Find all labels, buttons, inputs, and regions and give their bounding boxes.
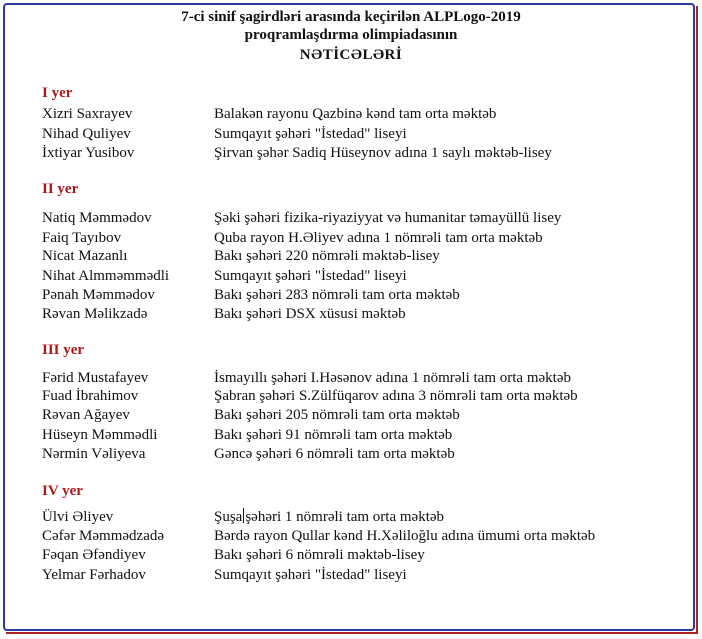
student-name: Fərid Mustafayev xyxy=(42,370,149,386)
list-item xyxy=(42,368,682,388)
school-name: Sumqayıt şəhəri "İstedad" liseyi xyxy=(214,268,407,284)
student-name: Pənah Məmmədov xyxy=(42,287,155,303)
school-name: Sumqayıt şəhəri "İstedad" liseyi xyxy=(214,567,407,583)
school-name: Şəki şəhəri fizika-riyaziyyat və humanitar təmayüllü lisey xyxy=(214,210,562,226)
school-name: Quba rayon H.Əliyev adına 1 nömrəli tam orta məktəb xyxy=(214,230,543,246)
student-name: Fuad İbrahimov xyxy=(42,388,139,404)
list-item xyxy=(42,104,682,124)
list-item xyxy=(42,228,682,248)
school-name: Balakən rayonu Qazbinə kənd tam orta məktəb xyxy=(214,106,497,122)
list-item xyxy=(42,285,682,305)
header-line-1: 7-ci sinif şagirdləri arasında keçirilən ALPLogo-2019 xyxy=(181,9,521,25)
section-title-3: III yer xyxy=(42,342,85,358)
student-name: Rəvan Məlikzadə xyxy=(42,306,148,322)
header-title: NƏTİCƏLƏRİ xyxy=(299,47,403,63)
school-name xyxy=(214,507,444,527)
list-item xyxy=(42,405,682,425)
student-name: Ülvi Əliyev xyxy=(42,509,114,525)
student-name: Fəqan Əfəndiyev xyxy=(42,547,146,563)
list-item xyxy=(42,208,682,228)
student-name: Xizri Saxrayev xyxy=(42,106,133,122)
student-name: Nihad Quliyev xyxy=(42,126,131,142)
header-line-2: proqramlaşdırma olimpiadasının xyxy=(244,27,458,43)
list-item xyxy=(42,266,682,286)
student-name: Nihat Almməmmədli xyxy=(42,268,170,284)
section-title-1: I yer xyxy=(42,85,73,101)
list-item xyxy=(42,386,682,406)
school-name: İsmayıllı şəhəri I.Həsənov adına 1 nömrəli tam orta məktəb xyxy=(214,370,571,386)
school-name: Bakı şəhəri 220 nömrəli məktəb-lisey xyxy=(214,248,440,264)
school-name-part: şəhəri 1 nömrəli tam orta məktəb xyxy=(245,509,445,525)
list-item xyxy=(42,143,682,163)
school-name-part: Şuşa xyxy=(214,509,243,525)
student-name: Faiq Tayıbov xyxy=(42,230,122,246)
student-name: Natiq Məmmədov xyxy=(42,210,152,226)
list-item xyxy=(42,124,682,144)
student-name: Yelmar Fərhadov xyxy=(42,567,146,583)
student-name: Rəvan Ağayev xyxy=(42,407,130,423)
list-item xyxy=(42,246,682,266)
list-item xyxy=(42,304,682,324)
list-item xyxy=(42,507,682,527)
school-name: Bərdə rayon Qullar kənd H.Xəliloğlu adına ümumi orta məktəb xyxy=(214,528,596,544)
school-name: Bakı şəhəri 205 nömrəli tam orta məktəb xyxy=(214,407,460,423)
student-name: Nərmin Vəliyeva xyxy=(42,446,146,462)
list-item xyxy=(42,444,682,464)
section-title-4: IV yer xyxy=(42,483,83,499)
school-name: Bakı şəhəri 6 nömrəli məktəb-lisey xyxy=(214,547,425,563)
school-name: Gəncə şəhəri 6 nömrəli tam orta məktəb xyxy=(214,446,455,462)
student-name: Hüseyn Məmmədli xyxy=(42,427,158,443)
student-name: Nicat Mazanlı xyxy=(42,248,128,264)
school-name: Bakı şəhəri 91 nömrəli tam orta məktəb xyxy=(214,427,453,443)
list-item xyxy=(42,526,682,546)
list-item xyxy=(42,565,682,585)
school-name: Sumqayıt şəhəri "İstedad" liseyi xyxy=(214,126,407,142)
section-title-2: II yer xyxy=(42,181,79,197)
student-name: Cəfər Məmmədzadə xyxy=(42,528,165,544)
list-item xyxy=(42,545,682,565)
document-header xyxy=(0,8,702,64)
school-name: Bakı şəhəri DSX xüsusi məktəb xyxy=(214,306,406,322)
student-name: İxtiyar Yusibov xyxy=(42,145,135,161)
list-item xyxy=(42,425,682,445)
school-name: Bakı şəhəri 283 nömrəli tam orta məktəb xyxy=(214,287,460,303)
school-name: Şirvan şəhər Sadiq Hüseynov adına 1 saylı məktəb-lisey xyxy=(214,145,552,161)
school-name: Şabran şəhəri S.Zülfüqarov adına 3 nömrəli tam orta məktəb xyxy=(214,388,578,404)
